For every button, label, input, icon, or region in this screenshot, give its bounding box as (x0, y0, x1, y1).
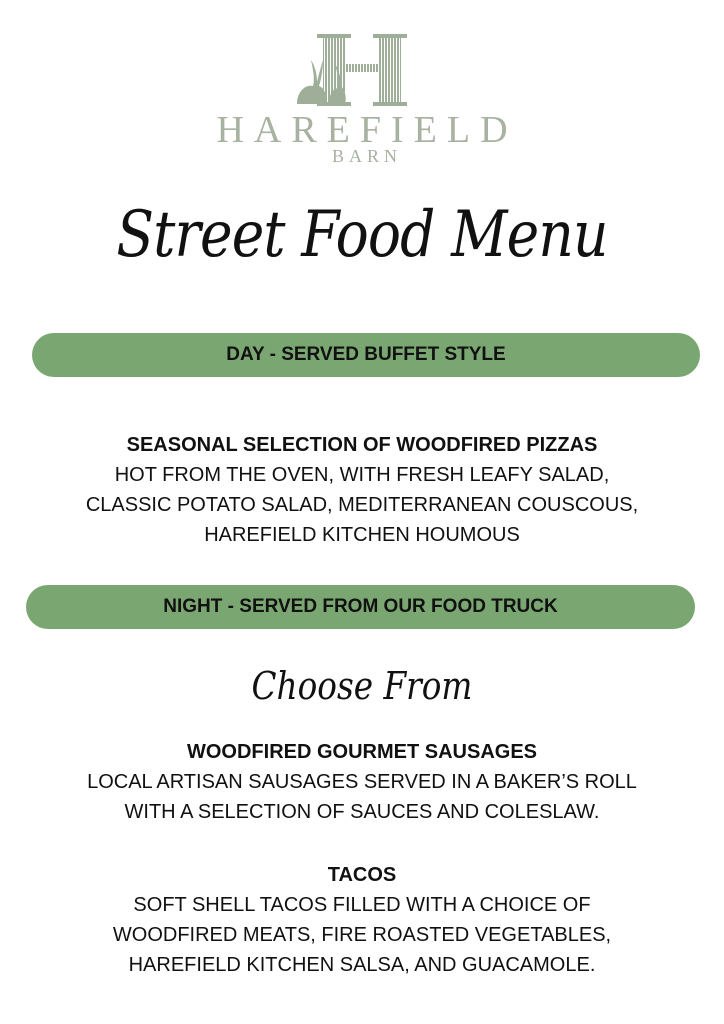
letter-h-with-hares-icon (295, 34, 410, 106)
choose-from-heading: Choose From (251, 664, 473, 708)
menu-title: Street Food Menu (116, 198, 608, 272)
item-description-line: HOT FROM THE OVEN, WITH FRESH LEAFY SALAD, (114, 464, 610, 486)
brand-subtitle: BARN (331, 146, 402, 166)
item-title: SEASONAL SELECTION OF WOODFIRED PIZZAS (126, 434, 598, 456)
night-menu-item (0, 737, 724, 827)
item-title: WOODFIRED GOURMET SAUSAGES (186, 741, 537, 763)
night-menu-item (0, 860, 724, 980)
item-description-line: LOCAL ARTISAN SAUSAGES SERVED IN A BAKER’S ROLL (87, 771, 637, 793)
night-section-band: NIGHT - SERVED FROM OUR FOOD TRUCK (26, 585, 695, 629)
day-menu-item (0, 430, 724, 550)
day-section-band: DAY - SERVED BUFFET STYLE (32, 333, 700, 377)
item-description-line: SOFT SHELL TACOS FILLED WITH A CHOICE OF (133, 894, 591, 916)
item-description-line: WOODFIRED MEATS, FIRE ROASTED VEGETABLES, (112, 924, 612, 946)
brand-logo (0, 0, 724, 180)
item-description-line: CLASSIC POTATO SALAD, MEDITERRANEAN COUSCOUS, (85, 494, 639, 516)
item-title: TACOS (327, 864, 397, 886)
item-description-line: WITH A SELECTION OF SAUCES AND COLESLAW. (124, 801, 600, 823)
brand-name: HAREFIELD (216, 109, 518, 151)
item-description-line: HAREFIELD KITCHEN SALSA, AND GUACAMOLE. (128, 954, 596, 976)
item-description-line: HAREFIELD KITCHEN HOUMOUS (204, 524, 520, 546)
